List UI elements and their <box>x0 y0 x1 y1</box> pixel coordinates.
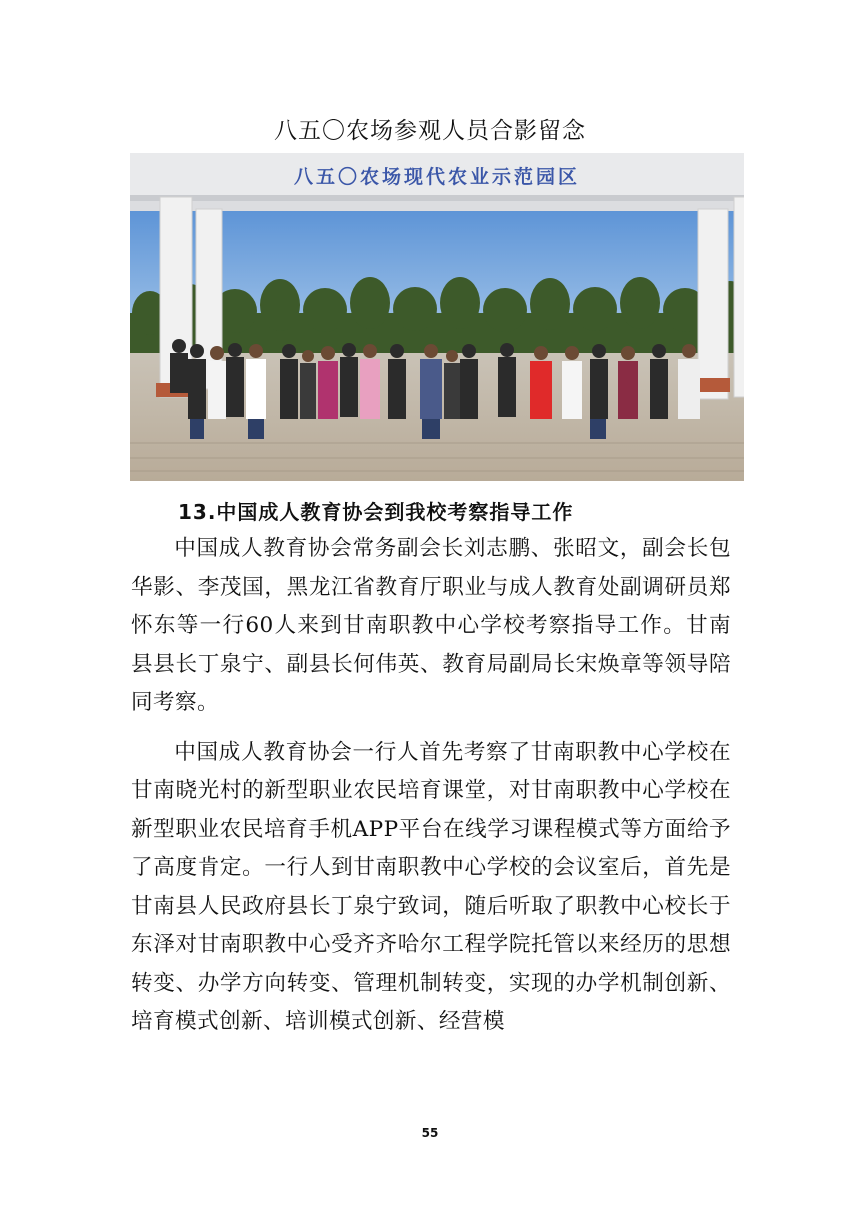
group-photo <box>130 153 744 481</box>
section-heading: 13.中国成人教育协会到我校考察指导工作 <box>178 500 574 524</box>
section-body <box>131 530 731 1042</box>
photo-caption: 八五〇农场参观人员合影留念 <box>274 118 586 144</box>
paragraph: 中国成人教育协会一行人首先考察了甘南职教中心学校在甘南晓光村的新型职业农民培育课堂，对甘南职教中心学校在新型职业农民培育手机APP平台在线学习课程模式等方面给予了高度肯定。一行人到甘南职教中心学校的会议室后，首先是甘南县人民政府县长丁泉宁致词，随后听取了职教中心校长于东泽对甘南职教中心受齐齐哈尔工程学院托管以来经历的思想转变、办学方向转变、管理机制转变，实现的办学机制创新、培育模式创新、培训模式创新、经营模 <box>131 739 731 1034</box>
page-number: 55 <box>421 1126 439 1140</box>
arch-sign: 八五〇农场现代农业示范园区 <box>293 166 581 188</box>
paragraph: 中国成人教育协会常务副会长刘志鹏、张昭文，副会长包华影、李茂国，黑龙江省教育厅职业与成人教育处副调研员郑怀东等一行60人来到甘南职教中心学校考察指导工作。甘南县县长丁泉宁、副县长何伟英、教育局副局长宋焕章等领导陪同考察。 <box>131 536 731 715</box>
